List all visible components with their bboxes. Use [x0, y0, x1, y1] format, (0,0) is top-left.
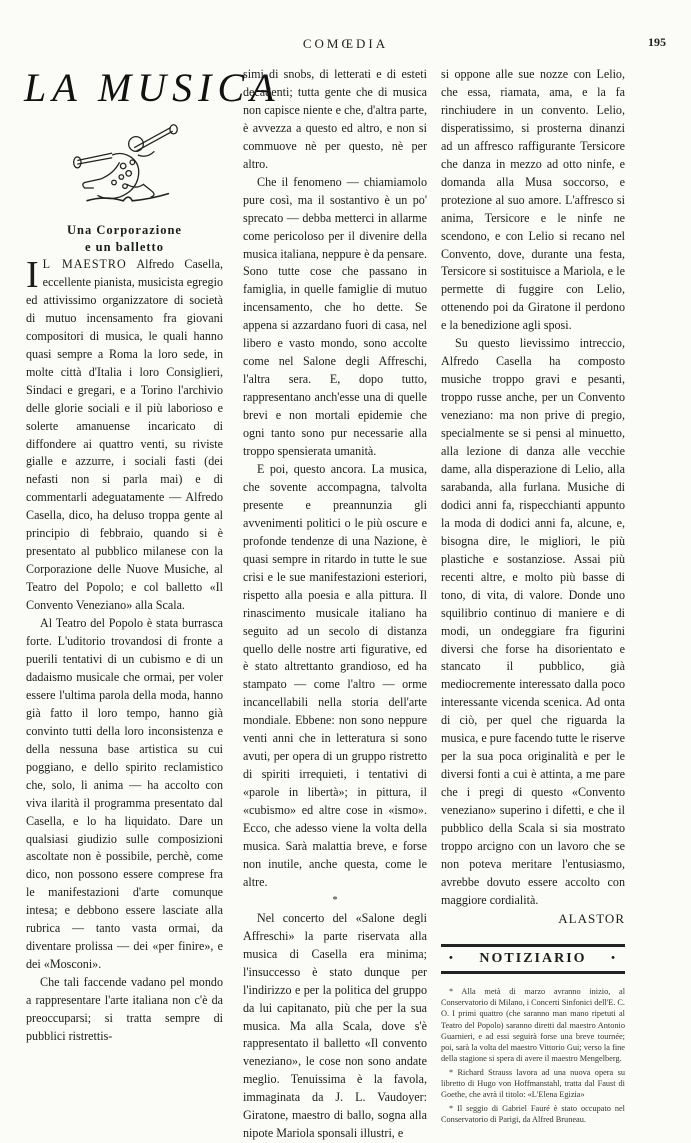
paragraph: simi di snobs, di letterati e di esteti decadenti; tutta gente che di musica non capisce niente e che, d'altra parte, è avvezza a questo ed altro, e non si commuove nè per questo, nè per altro. — [243, 67, 427, 171]
paragraph: Che il fenomeno — chiamiamolo pure così, ma il sostantivo è un po' sprecato — debba metterci in allarme come pericoloso per il divenire della musica italiana, neppure è da pensare. Sono tutte cose che passano in famiglia, in quelle famiglie di mutuo incensamento, che ho dette. Se appena si azzardano fuori di casa, nel libero e vasto mondo, sono accolte come nel Salone degli Affreschi, l'altra sera. E, dopo tutto, rappresentano anch'esse una di quelle brevi e non mortali epidemie che ogni tanto sono pur necessarie alla troppo spensierata umanità. — [243, 174, 427, 459]
paragraph: Che tali faccende vadano pel mondo a rappresentare l'arte italiana non c'è da preoccuparsi; si tratta sempre di pubblici ristrettis- — [26, 975, 223, 1043]
lead-paragraph-text: Alfredo Casella, eccellente pianista, musicista egregio ed attivissimo organizzatore di società di mutuo incensamento fra giovani compositori di musica, le quali hanno quasi sempre a Roma la loro sede, in molte città d'Italia i loro Consiglieri, Sindaci e gregari, e a Torino l'archivio delle glorie sociali e il più laborioso e solerte amanuense incaricato di diffondere ai quattro venti, su riviste gialle e azzurre, i sociali fasti (dei nefasti non si parla mai) e di commentarli adeguatamente — Alfredo Casella, dico, ha deluso troppa gente al principio di febbraio, quando si è presentato al pubblico milanese con la Corporazione delle Nuove Musiche, al Teatro del Popolo; e col balletto «Il Convento Veneziano» alla Scala. — [26, 257, 223, 613]
notiziario-section — [441, 944, 625, 1126]
notiziario-header — [441, 947, 625, 971]
lead-caps: L MAESTRO — [42, 257, 127, 271]
bullet-icon: • — [611, 951, 617, 964]
paragraph: si oppone alle sue nozze con Lelio, che essa, riamata, ama, e la fa rinchiudere in un convento. Lelio, disperatissimo, si prosterna dinanzi ad un affresco raffigurante Tersicore che danza in mezzo ad otto ninfe, e domanda alla Musa soccorso, e protezione al suo amore. L'affresco si anima, Tersicore e le ninfe ne scendono, e con Lelio si recano nel Convento, dove, durante una festa, Tersicore si sostituisce a Mariola, e le permette di fuggire con Lelio, ottenendo poi da Giratone il perdono e la benedizione agli sposi. — [441, 67, 625, 333]
author-signature: ALASTOR — [558, 910, 625, 926]
paragraph: E poi, questo ancora. La musica, che sovente accompagna, talvolta presente e preannunzia gli avvenimenti politici o le più oscure e profonde tendenze di una Nazione, è quasi sempre in ritardo in tutte le sue crisi e le sue manifestazioni esteriori, rispetto alla poesia e alla pittura. Il rinascimento musicale italiano ha seguito ad un secolo di distanza quello delle nostre arti figurative, ed è stato altrettanto grandioso, ed ha stampato — come l'altro — orme incancellabili nella storia dell'arte mondiale. Ebbene: non sono neppure venti anni che in letteratura si sono avuti, per opera di un gruppo ristretto di spiriti irrequieti, i tentativi di «parole in libertà»; in pittura, il «cubismo» ed altre cose in «ismo». Ecco, che adesso viene la volta della musica. Sarà malattia breve, e forse non inutile, anche questa, come le altre. — [243, 461, 427, 889]
paragraph: Al Teatro del Popolo è stata burrasca forte. L'uditorio trovandosi di fronte a puerili tentativi di un cubismo e di un dadaismo musicale che ormai, per voler essere l'ultima parola della moda, hanno già fatto il loro tempo, hanno già convinto tutti della loro inconsistenza e della nessuna base artistica su cui poggiano, e dello spirito reclamistico che, solo, li anima — ha accolto con viva ilarità il programma presentato dal Casella, e lo ha liquidato. Dare un qualsiasi giudizio sulle composizioni ascoltate non è possibile, perchè, come dico, non possono essere comprese fra le manifestazioni d'arte comunque intesa; e debbono essere lasciate alla rubrica — tanto vasta ormai, da diventare prolissa — dei «per finire», e dei «Mosconi». — [26, 616, 223, 972]
bullet-icon: • — [449, 951, 455, 964]
middle-column — [243, 66, 427, 1143]
notiziario-title: NOTIZIARIO — [479, 950, 587, 966]
section-separator: * — [332, 894, 338, 906]
news-item: * Alla metà di marzo avranno inizio, al Conservatorio di Milano, i Concerti Sinfonici dell'E. C. O. I primi quattro (che saranno man mano ripetuti al Teatro del Popolo) saranno diretti dal maestro Antonio Guarnieri, e ad essi seguirà forse una breve tournée; poi, sarà la volta del maestro Vittorio Gui; verso la fine della stagione si spera di avere il maestro Mengelberg. — [441, 986, 626, 1064]
article-title: LA MUSICA — [24, 65, 281, 110]
drop-cap: I — [26, 254, 39, 296]
left-column — [24, 65, 281, 1046]
notiziario-items — [441, 986, 625, 1126]
lead-paragraph — [26, 256, 223, 615]
article-subtitle-line1: Una Corporazione — [67, 223, 182, 237]
cherub-trumpet-icon — [70, 116, 180, 216]
divider — [441, 971, 625, 974]
right-column — [441, 66, 625, 1127]
news-item: * Il seggio di Gabriel Fauré è stato occupato nel Conservatorio di Parigi, da Alfred Bruneau. — [441, 1103, 625, 1124]
news-item: * Richard Strauss lavora ad una nuova opera su libretto di Hugo von Hoffmanstahl, tratta dal Faust di Goethe, che avrà il titolo: «L'Elena Egizia» — [441, 1067, 625, 1100]
paragraph: Su questo lievissimo intreccio, Alfredo Casella ha composto musiche troppo gravi e pesanti, troppo russe anche, per un Convento veneziano: ma non prive di pregio, specialmente se si pensi al minuetto, alla lezione di danza alle vecchie dame, alla disperazione di Lelio, alla sarabanda, alla furlana. Musiche di dodici anni fa, rispecchianti appunto la moda di dodici anni fa, alcune, e, bisogna dire, le migliori, le più plastiche e sostanziose. Assai più recenti altre, e molto più basse di tono, di vita, di valore. Donde uno squilibrio continuo di maniere e di modi, un ondeggiare fra figurini diversi che forse ha disorientato e stancato il pubblico, già mediocremente interessato dalla poco interessante vicenda scenica. Ad onta di ciò, per quel che riguarda la musica, e pure facendo tutte le riserve per la sua poca originalità e per le diversi fonti a cui è attinta, a me pare che i pregi di questo «Convento veneziano» superino i difetti, e che il pubblico della Scala si sia mostrato troppo arcigno con un lavoro che se non poteva meritare l'entusiasmo, avrebbe dovuto essere accolto con maggiore cordialità. — [441, 336, 625, 907]
page-number: 195 — [648, 35, 666, 49]
paragraph: Nel concerto del «Salone degli Affreschi» la parte riservata alla musica di Casella era minima; l'insuccesso è stato dunque per l'indirizzo e per la politica del gruppo da lui capitanato, più che per la sua musica. Ma alla Scala, dove s'è rappresentato il balletto «Il convento veneziano», le cose non sono andate meglio. Tenuissima è la favola, immaginata da J. L. Vaudoyer: Giratone, maestro di ballo, sogna alla nipote Mariola sponsali illustri, e — [243, 910, 427, 1141]
magazine-title: COMŒDIA — [302, 36, 389, 51]
article-subtitle-line2: e un balletto — [85, 240, 164, 254]
